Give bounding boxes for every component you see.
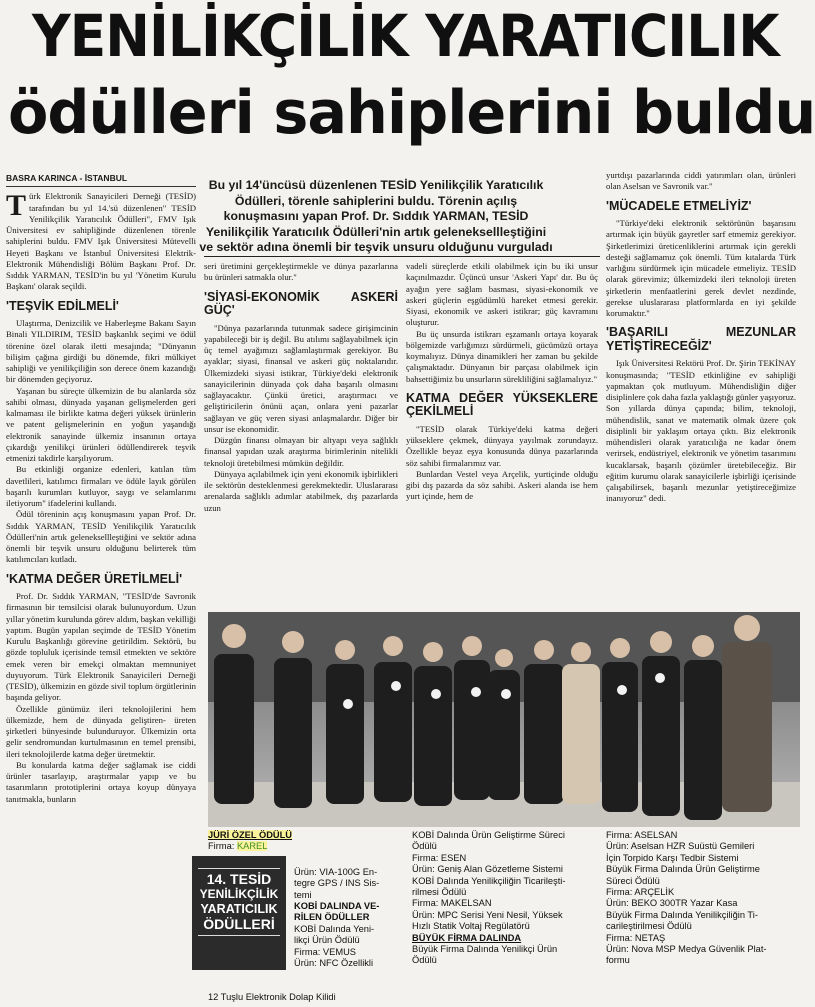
award-line: Ürün: Nova MSP Medya Güvenlik Plat- [606,944,767,955]
headline-line-2: ödülleri sahiplerini buldu [8,78,815,148]
subhead-siyasi-ekonomik: 'SİYASİ-EKONOMİK ASKERİ GÜÇ' [204,289,398,317]
col3-paragraph-3: "TESİD olarak Türkiye'deki katma değeri yükseklere çekmek, dünyaya yayılmak zorundayız. Özellikle beyaz eşya konusunda dünya pazarlarında söz sahibi firmalarımız var. [406,423,598,468]
award-line: Ödülü [412,841,437,852]
award-line: Ürün: Geniş Alan Gözetleme Sistemi [412,864,563,875]
award-line: Ürün: NFC Özellikli [294,958,374,969]
subhead-mucadele-etmeliyiz: 'MÜCADELE ETMELİYİZ' [606,198,752,213]
col1-paragraph-8: Bu konularda katma değer sağlamak ise ciddi ürünler tasarlayıp, araştırmalar yapıp ve bu tasarımların prototiplerini ortaya koyup dünyaya tanıtmakla, bunların [6,759,196,804]
badge-line-4: ÖDÜLLERİ [203,916,275,932]
badge-line-2: YENİLİKÇİLİK [199,887,279,901]
award-line: temi [294,889,312,900]
subhead-tesvik-edilmeli: 'TEŞVİK EDİLMELİ' [6,298,119,313]
badge-inner [198,868,280,936]
award-line: KOBİ Dalında Yenilikçiliğin Ticarileşti- [412,875,566,886]
column-3 [406,261,598,503]
deck-rule [204,256,600,257]
col1-paragraph-4: Bu etkinliği organize edenleri, katılan tüm davetlileri, katılımcı firmaları ve ödüle layık görülen başarılı kurumları kutluyor, saygı ve selamlarımı iletiyorum" ifadelerini kullandı. [6,464,196,508]
award-line: KOBİ Dalında Ürün Geliştirme Süreci [412,830,565,840]
col4-paragraph-1: yurtdışı pazarlarında ciddi yatırımları olan, ürünleri olan Aselsan ve Savronik var." [606,170,796,192]
badge-line-1: 14. TESİD [206,871,272,887]
award-line: Süreci Ödülü [606,875,660,886]
award-line: 12 Tuşlu Elektronik Dolap Kilidi [208,992,336,1002]
award-line: Ürün: MPC Serisi Yeni Nesil, Yüksek [412,909,563,920]
award-line: rilmesi Ödülü [412,887,467,898]
col1-p1-text: ürk Elektronik Sanayicileri Derneği (TESİD) tarafından bu yıl 14.'sü düzenlenen" TESİD Yenilikçilik Yaratıcılık Ödülleri", FMV Işık Üniversitesi ev sahipliğinde düzenlenen törenle sahiplerini buldu. FMV Işık Üniversitesi Mütevelli Heyeti Başkanı ve İstanbul Üniversitesi Elektrik-Elektronik Mühendisliği Bölüm Başkanı Prof. Dr. Sıddık YARMAN, TESİD'in bu yıl 'Yönetim Kurulu Başkanı' olarak seçildi. [6,191,196,292]
award-line: Firma: ESEN [412,852,467,863]
badge-line-3: YARATICILIK [200,902,278,916]
group-photo [208,612,800,827]
award-line: carileştirilmesi Ödülü [606,921,692,932]
col1-paragraph-6: Prof. Dr. Sıddık YARMAN, "TESİD'de Savronik firmasının bir temsilcisi olarak bulunuyordum. Uzun yıllar yönetim kurulunda görev aldım, başkan vekilliği yaptım. Bugün yapılan seçimde de TESİD Yönetim Kurulu Başkanlığı görevine getirildim. Sektörü, bu gözde topluluk içerisinde temsil etmekten ve sektöre emek veren bir emekçi olmaktan memnuniyet duyuyorum. Türk Elektronik Sanayicileri Derneği (TESİD), ülkemizin en gözde sivil toplum örgütlerinin başında geliyor. [6,591,196,703]
col1-paragraph-2: Ulaştırma, Denizcilik ve Haberleşme Bakanı Sayın Binali YILDIRIM, TESİD başkanlık seçimi ve ödül törenine özel olarak iletti mesajında; "Dünyanın bilişim çağına girdiği bu dönemde, fikri mülkiyet sahipliği ve yenilikçiliğin son derece önem kazandığı bir dönemden geçiyoruz. [6,318,196,385]
subhead-katma-deger-uretilmeli: 'KATMA DEĞER ÜRETİLMELİ' [6,571,183,586]
award-line: Ürün: VIA-100G En- [294,866,378,877]
awards-column-b [412,830,598,967]
col1-paragraph-3: Yaşanan bu süreçte ülkemizin de bu alanlarda söz sahibi olması, dünyada yaşanan gelişmelerden geri kalmaması ile birlikte katma değeri yüksek ürünlerin ve patent gelişmelerinin en yoğun yaşandığı elektronik sanayinde ülkemiz insanının ortaya çıkardığı yenilikçi ürünleri ödüllendirerek teşvik etmenizi takdirle karşılıyorum. [6,385,196,463]
group-photo-illustration [208,612,800,827]
award-line: Hızlı Statik Voltaj Regülatörü [412,921,530,932]
award-line: Büyük Firma Dalında Yenilikçi Ürün [412,944,558,955]
awards-badge [192,856,286,970]
col4-paragraph-2: "Türkiye'deki elektronik sektörünün başarısını artırmak için büyük gayretler sarf etmemiz gerekiyor. Şirketlerimizi üreticenliklerini artırmak için gerekli desteği sağlamamız çok önemli. Tüm kıtalarda Türk varlığını sürdürmek için mücadele etmeliyiz. TESİD olarak görevimiz; ülkemizdeki ileri teknoloji üreten şirketlerin menfaatlerini gerek devlet nezdinde, gerekse uluslararası platformlarda en iyi şekilde korumaktır." [606,218,796,318]
col1-paragraph-5: Ödül töreninin açış konuşmasını yapan Prof. Dr. Sıddık YARMAN, TESİD Yenilikçilik Yaratıcılık Ödülleri'nin artık geleneksellleştiğini ve sektör adına önemli bir teşvik unsuru olduğunu belirterek tüm katılımcıları kutladı. [6,509,196,565]
col2-paragraph-3: Düzgün finansı olmayan bir altyapı veya sağlıklı finansal yapıdan uzak araştırma birimlerinin nitelikli teknoloji üretebilmesi mümkün değildir. [204,435,398,468]
award-line: Ödülü [412,955,437,966]
headline-line-1: YENİLİKÇİLİK YARATICILIK [32,2,779,70]
award-line: İçin Torpido Karşı Tedbir Sistemi [606,852,739,863]
col2-paragraph-2: "Dünya pazarlarında tutunmak sadece girişimcinin yapabileceği bir iş değil. Bu atılımı sağlayabilmek için üç temel ayağımızı sağlamlaştırmak gerekiyor. Bu ayaklar; siyasi, finansal ve askeri güç noktalarıdır. Ülkemizdeki siyasi istikrar, Türkiye'deki elektronik sanayicilerinin dünyada çok daha başarılı olmasını sağlayacaktır. Çünkü üretici, araştırmacı ve geliştiricilerin önünü açan, onlara yeni pazarlar sağlayan ve güç veren siyasi anlaşmalardır. Diğer bir unsur ise ekonomidir. [204,322,398,434]
awards-col-a-list [294,866,380,970]
award-line: Büyük Firma Dalında Yenilikçiliğin Ti- [606,909,758,920]
jury-award-firm: Firma: KAREL [208,841,268,852]
award-line: Firma: MAKELSAN [412,898,492,909]
award-line: Firma: NETAŞ [606,932,666,943]
award-line: tegre GPS / INS Sis- [294,878,380,889]
award-section-heading: KOBİ DALINDA VE- [294,901,380,912]
col1-paragraph-7: Özellikle günümüz ileri teknolojilerini hem ülkemizde, hem de dünyada geliştiren- üreten şirketleri bünyesinde bulunduruyor. Ülkemizin orta gelir sendromundan kurtulmasının en temel prensibi, ileri teknolojilerde katma değer üretmektir. [6,703,196,759]
award-line: Firma: VEMUS [294,946,356,957]
award-line: Ürün: BEKO 300TR Yazar Kasa [606,898,738,909]
subhead-katma-deger-yukseklere: KATMA DEĞER YÜKSEKLERE ÇEKİLMELİ [406,390,598,419]
col4-paragraph-3: Işık Üniversitesi Rektörü Prof. Dr. Şirin TEKİNAY konuşmasında; "TESİD etkinliğine ev sahipliği yapmaktan çok mutluyum. Mühendisliğin diğer disiplinlere çok daha fazla yaklaştığı günler yaşıyoruz. Son yıllarda dünya çapında; bilim, teknoloji, mühendislik, sanat ve matematik olmak üzere çok disiplinli bir yaklaşım ortaya çıktı. Biz elektronik mühendisleri olarak yaratıcılığa ne kadar önem verirsek, endüstriyel, elektronik ve yönetim tasarımını kucaklarsak, başarılı çözümler üretebileceğiz. Bir eğitim kurumu olarak sanayicilerle işbirliği içerisinde çalışabilirsek, başarılı mezunlar yetiştireceğimize inanıyoruz" dedi. [606,358,796,504]
award-line: Ürün: Aselsan HZR Suüstü Gemileri [606,841,755,852]
drop-cap: T [6,189,27,223]
col3-paragraph-4: Bunlardan Vestel veya Arçelik, yurtiçinde olduğu gibi dış pazarda da söz sahibi. Askeri alanda ise hem yurt içinde, hem de [406,468,598,502]
subhead-basarili-mezunlar: 'BAŞARILI MEZUNLAR YETİŞTİRECEĞİZ' [606,325,796,353]
award-section-heading: RİLEN ÖDÜLLER [294,912,370,923]
column-1 [6,173,196,805]
col3-paragraph-2: Bu üç unsurda istikrarı eşzamanlı ortaya koyarak bölgemizde varlığımızı sürdürmeli, gücümüzü ortaya koymalıyız. Dünya dinamikleri her zaman bu şekilde çalışmaktadır. Dünyanın bir parçası olabilmek için bahsettiğimiz bu unsurların sürekliliğini sağlamalıyız." [406,328,598,384]
column-4 [606,170,796,505]
award-line: Firma: ARÇELİK [606,887,675,898]
col2-paragraph-1: seri üretimini gerçekleştirmekle ve dünya pazarlarına bu ürünleri satmakla olur." [204,261,398,283]
awards-column-c [606,830,798,967]
award-line: Büyük Firma Dalında Ürün Geliştirme [606,864,760,875]
award-section-heading: BÜYÜK FİRMA DALINDA [412,932,522,943]
award-line: KOBİ Dalında Yeni- [294,923,375,934]
deck-summary: Bu yıl 14'üncüsü düzenlenen TESİD Yenilikçilik Yaratıcılık Ödülleri, törenle sahiplerini buldu. Törenin açılış konuşmasını yapan Prof. Dr. Sıddık YARMAN, TESİD Yenilikçilik Yaratıcılık Ödülleri'nin artık geleneksellleştiğini ve sektör adına önemli bir teşvik unsuru olduğunu vurguladı [199,178,553,255]
col1-paragraph-1 [6,191,196,292]
award-line: Firma: ASELSAN [606,830,678,840]
award-line: formu [606,955,630,966]
awards-col-a-last-line [208,992,408,1003]
col2-paragraph-4: Dünyaya açılabilmek için yeni ekonomik işbirlikleri ile sektörün desteklenmesi gerekmektedir. Uluslararası arenalarda sağlıklı adımlar atabilmek, dış pazarlarda uzun [204,468,398,513]
award-line: likçi Ürün Ödülü [294,935,360,946]
col3-paragraph-1: vadeli süreçlerde etkili olabilmek için bu iki unsur kaçınılmazdır. Üçüncü unsur 'Askeri Yapı' dır. Bu üç ayağın yere sağlam basması, siyasi-ekonomik ve askeri güçlerin eşgüdümlü hareket etmesi gerekir. Siyasi, ekonomik ve askeri istikrar; güç kavramını oluşturur. [406,261,598,328]
byline: BASRA KARINCA - İSTANBUL [6,173,196,187]
column-2 [204,261,398,514]
jury-award-title: JÜRİ ÖZEL ÖDÜLÜ [208,830,293,840]
